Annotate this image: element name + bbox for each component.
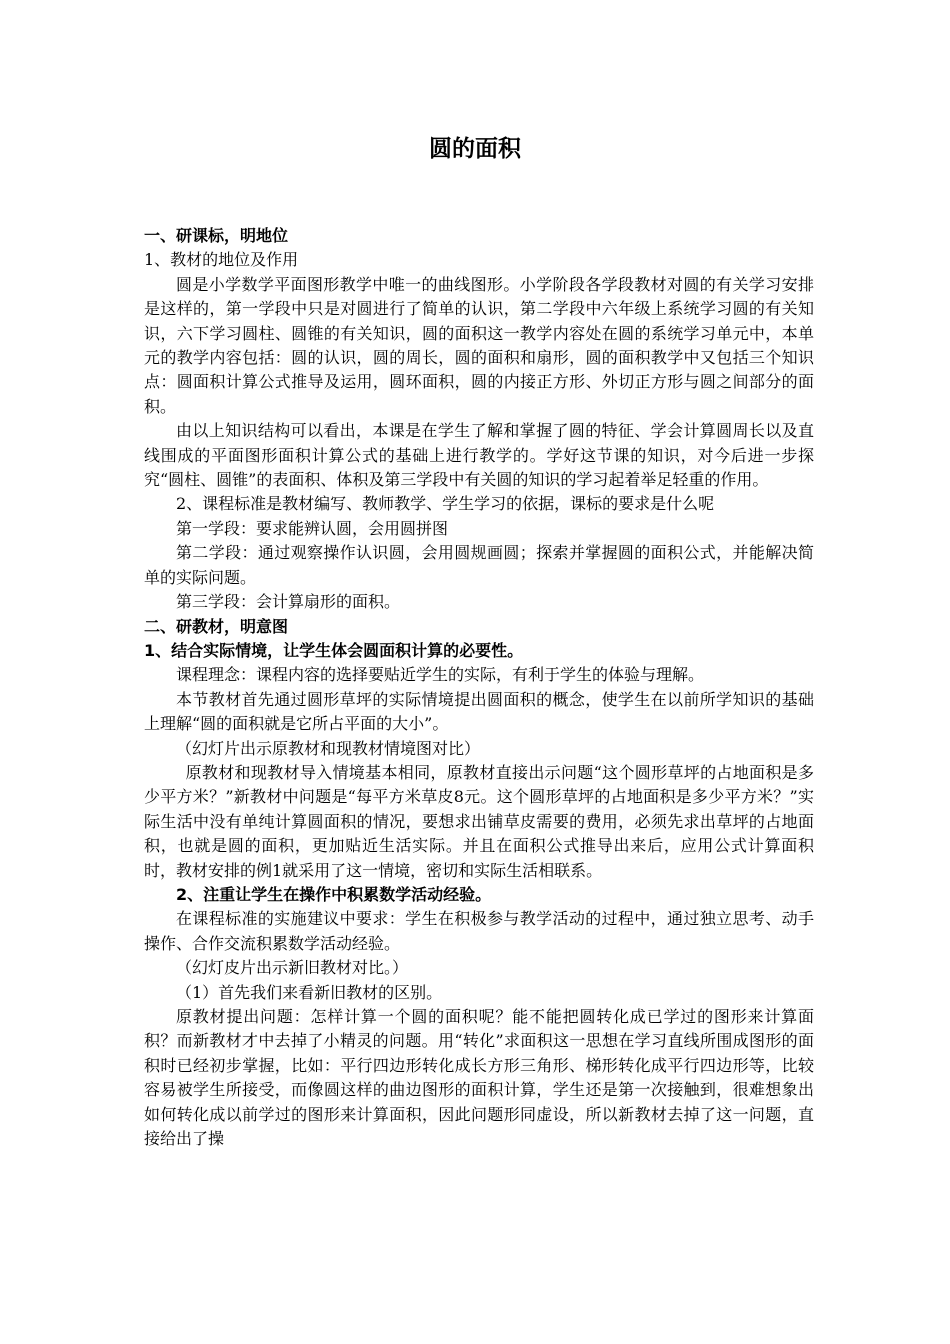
- body-paragraph: 课程理念：课程内容的选择要贴近学生的实际，有利于学生的体验与理解。: [176, 665, 705, 685]
- body-paragraph: （幻灯片出示原教材和现教材情境图对比）: [176, 738, 481, 758]
- subsection-heading: 2、注重让学生在操作中积累数学活动经验。: [176, 884, 492, 904]
- subsection-heading: 1、结合实际情境，让学生体会圆面积计算的必要性。: [144, 640, 524, 660]
- section-heading: 一、研课标，明地位: [144, 226, 289, 245]
- body-paragraph: 第三学段：会计算扇形的面积。: [176, 592, 401, 612]
- body-paragraph: 在课程标准的实施建议中要求：学生在积极参与教学活动的过程中，通过独立思考、动手操作、合作交流积累数学活动经验。: [144, 909, 814, 953]
- body-paragraph: 第一学段：要求能辨认圆，会用圆拼图: [176, 518, 449, 538]
- body-paragraph: 原教材提出问题：怎样计算一个圆的面积呢？能不能把圆转化成已学过的图形来计算面积？而新教材才中去掉了小精灵的问题。用“转化”求面积这一思想在学习直线所围成图形的面积时已经初步掌握，比如：平行四边形转化成长方形三角形、梯形转化成平行四边形等，比较容易被学生所接受，而像圆这样的曲边图形的面积计算，学生还是第一次接触到，很难想象出如何转化成以前学过的图形来计算面积，因此问题形同虚设，所以新教材去掉了这一问题，直接给出了操: [144, 1007, 814, 1149]
- document-title: 圆的面积: [429, 136, 521, 162]
- document-body: [144, 224, 814, 1151]
- body-paragraph: （1）首先我们来看新旧教材的区别。: [176, 982, 443, 1002]
- body-paragraph: 本节教材首先通过圆形草坪的实际情境提出圆面积的概念，使学生在以前所学知识的基础上理解“圆的面积就是它所占平面的大小”。: [144, 689, 814, 734]
- body-paragraph: （幻灯皮片出示新旧教材对比。）: [176, 958, 409, 978]
- section-heading: 二、研教材，明意图: [144, 616, 289, 636]
- body-paragraph: 2、课程标准是教材编写、教师教学、学生学习的依据，课标的要求是什么呢: [176, 494, 715, 514]
- subsection-label: 1、教材的地位及作用: [144, 250, 299, 270]
- body-paragraph: 由以上知识结构可以看出，本课是在学生了解和掌握了圆的特征、学会计算圆周长以及直线围成的平面图形面积计算公式的基础上进行教学的。学好这节课的知识，对今后进一步探究“圆柱、圆锥”的表面积、体积及第三学段中有关圆的知识的学习起着举足轻重的作用。: [144, 421, 814, 490]
- body-paragraph: 圆是小学数学平面图形教学中唯一的曲线图形。小学阶段各学段教材对圆的有关学习安排是这样的，第一学段中只是对圆进行了简单的认识，第二学段中六年级上系统学习圆的有关知识，六下学习圆柱、圆锥的有关知识，圆的面积这一教学内容处在圆的系统学习单元中，本单元的教学内容包括：圆的认识，圆的周长，圆的面积和扇形，圆的面积教学中又包括三个知识点：圆面积计算公式推导及运用，圆环面积，圆的内接正方形、外切正方形与圆之间部分的面积。: [144, 274, 814, 416]
- body-paragraph: 原教材和现教材导入情境基本相同，原教材直接出示问题“这个圆形草坪的占地面积是多少平方米？”新教材中问题是“每平方米草皮8元。这个圆形草坪的占地面积是多少平方米？”实际生活中没有单纯计算圆面积的情况，要想求出铺草皮需要的费用，必须先求出草坪的占地面积，也就是圆的面积，更加贴近生活实际。并且在面积公式推导出来后，应用公式计算面积时，教材安排的例1就采用了这一情境，密切和实际生活相联系。: [144, 762, 814, 880]
- body-paragraph: 第二学段：通过观察操作认识圆，会用圆规画圆；探索并掌握圆的面积公式，并能解决简单的实际问题。: [144, 543, 814, 587]
